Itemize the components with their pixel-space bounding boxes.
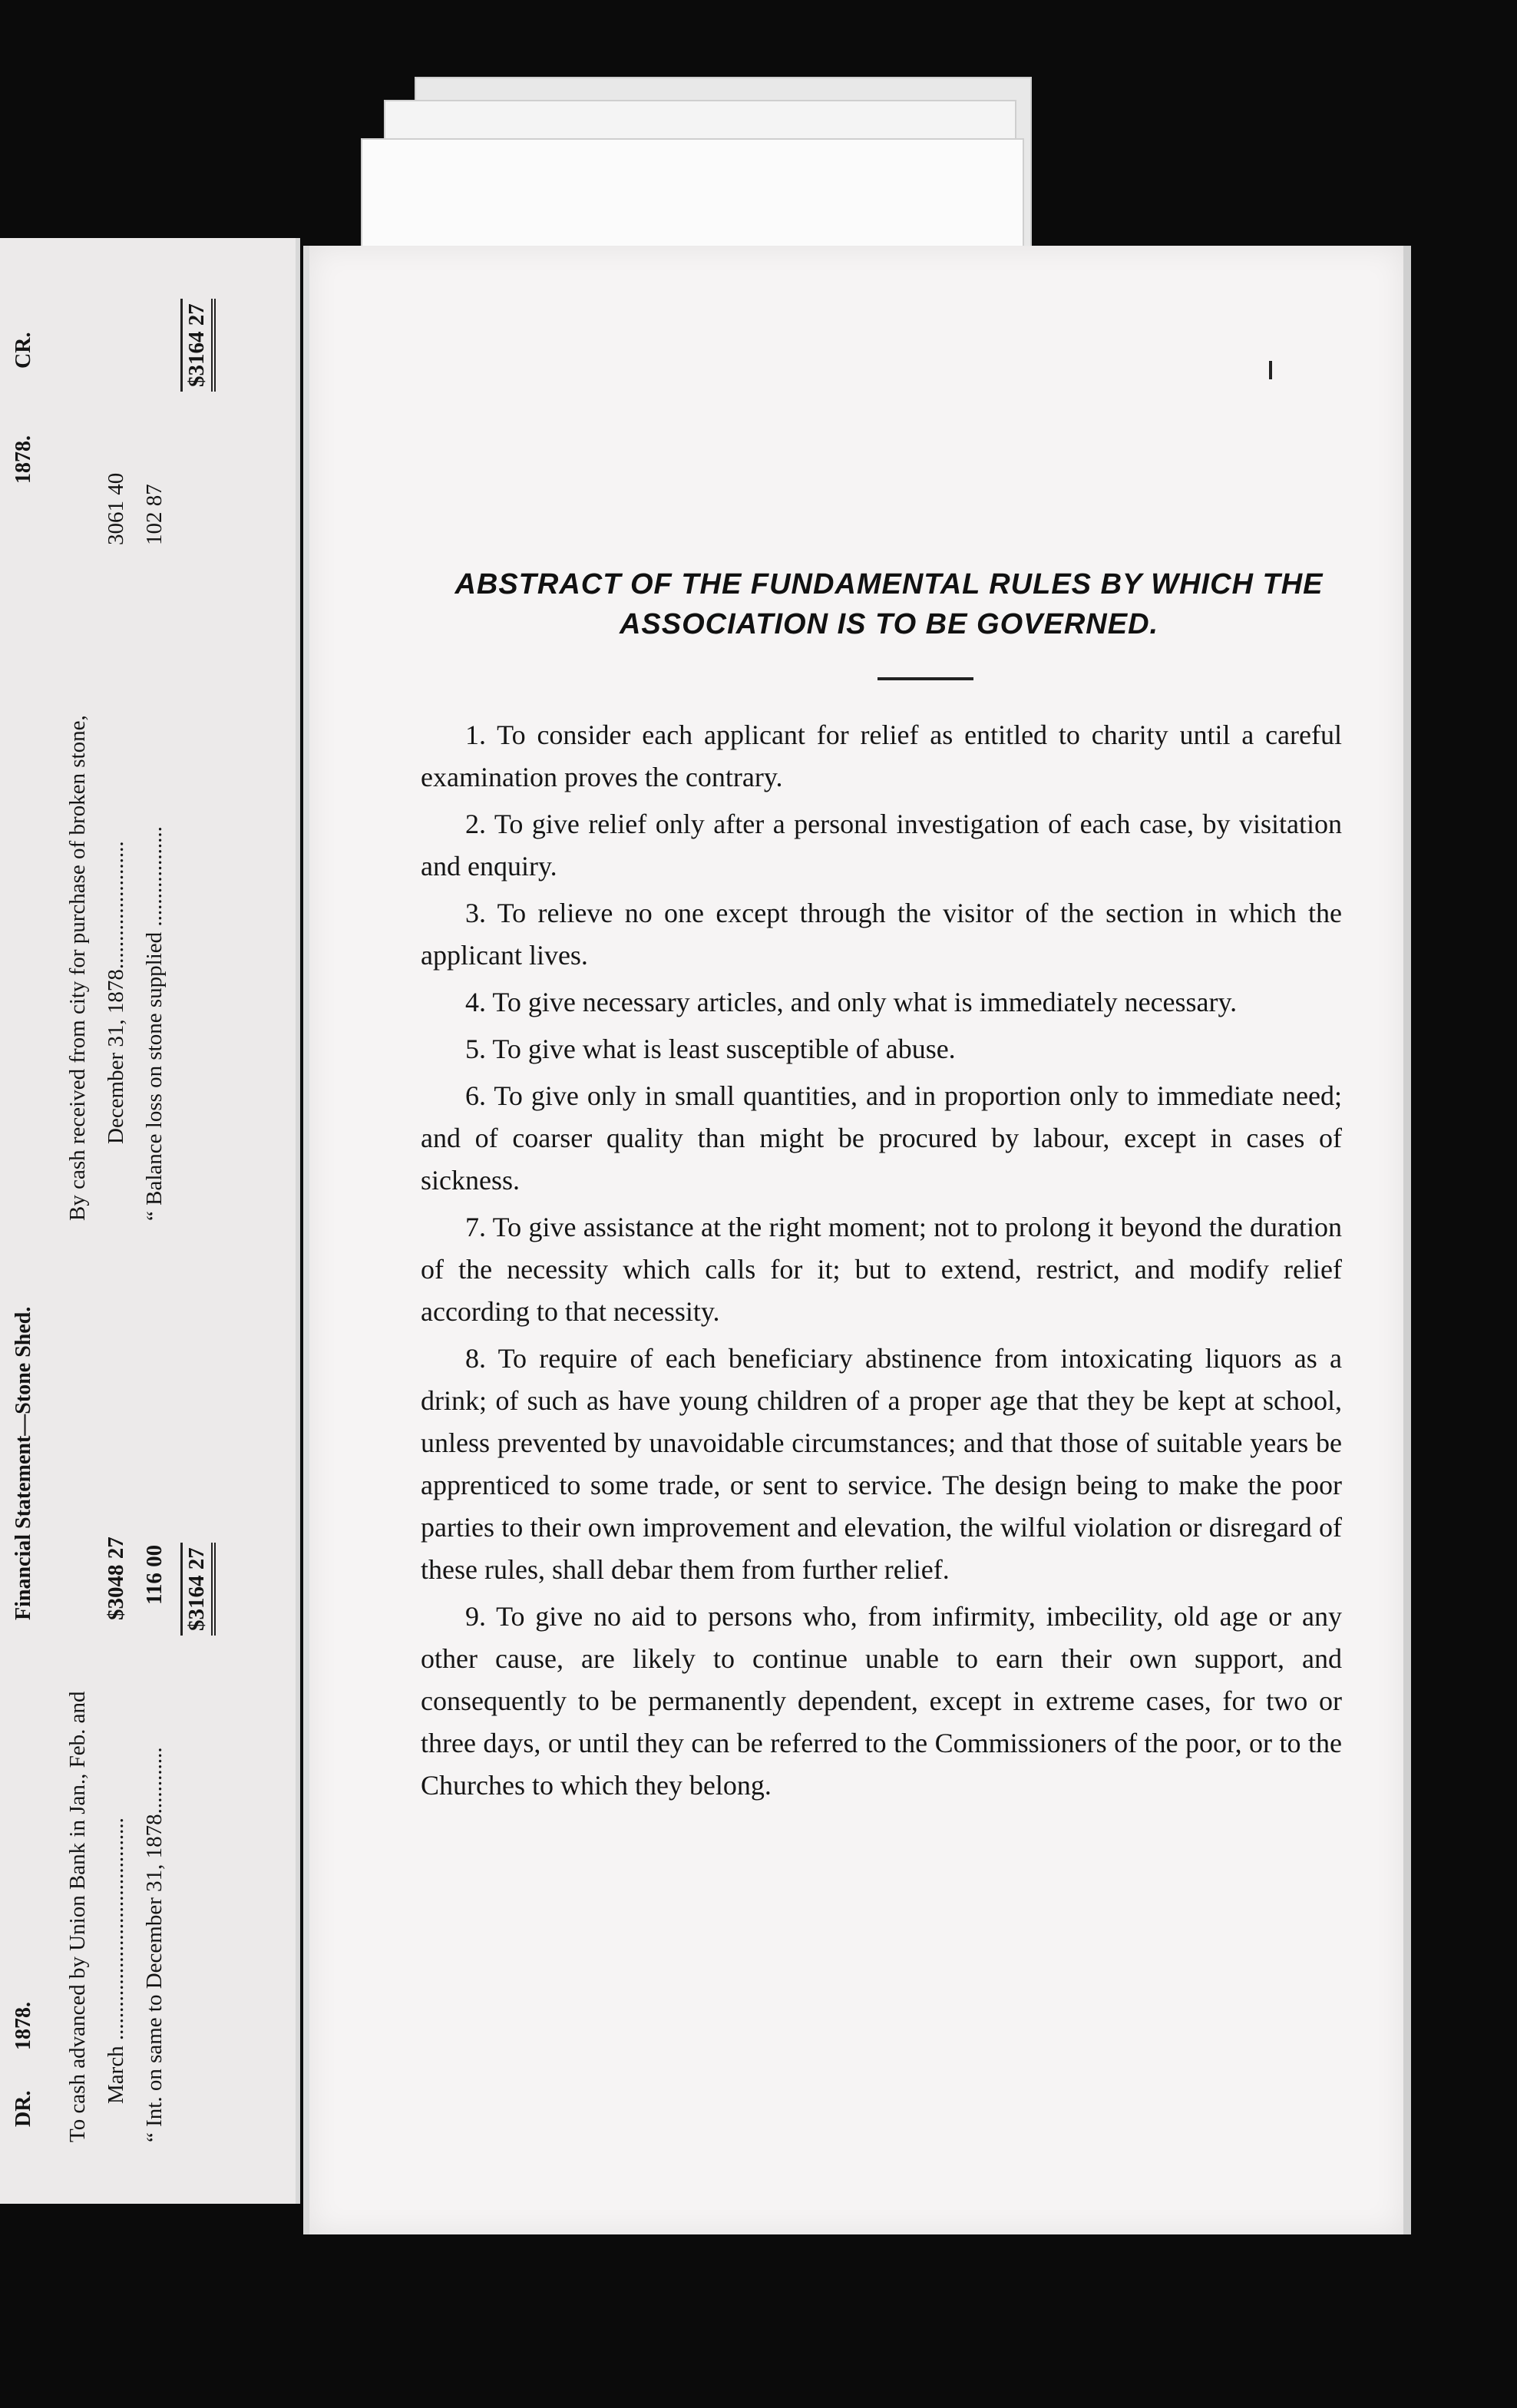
statement-header	[4, 284, 50, 2158]
right-page	[303, 246, 1411, 2234]
credit-line	[104, 472, 129, 1144]
cr-label: CR.	[12, 332, 35, 369]
credit-text: December 31, 1878.......................	[104, 841, 128, 1144]
rule-item: 7. To give assistance at the right moment; not to prolong it beyond the duration of the necessity which calls for it; but to extend, restrict, and modify relief according to that necessity.	[421, 1212, 1342, 1327]
heading-line-1: ABSTRACT OF THE FUNDAMENTAL RULES BY WHICH THE	[454, 568, 1324, 600]
rules-list	[421, 714, 1342, 1811]
debit-text: “ Int. on same to December 31, 1878............	[142, 1747, 167, 2142]
credit-amount: 102 87	[142, 484, 167, 545]
page-tabs	[361, 54, 1036, 276]
left-page	[0, 238, 300, 2204]
rule-item: 4. To give necessary articles, and only what is immediately necessary.	[465, 987, 1238, 1017]
credit-total: $3164 27	[180, 299, 216, 392]
credit-line	[142, 484, 167, 1221]
rule-item: 1. To consider each applicant for relief as entitled to charity until a careful examination proves the contrary.	[421, 719, 1342, 792]
page-heading	[425, 564, 1353, 644]
debit-line	[104, 1536, 129, 2142]
rule-item: 9. To give no aid to persons who, from infirmity, imbecility, old age or any other cause, are likely to continue unable to earn their own support, and consequently to be permanently dependent, except in extreme cases, for two or three days, or until they can be referred to the Commissioners of the poor, or to the Churches to which they belong.	[421, 1601, 1342, 1801]
rule-item: 8. To require of each beneficiary abstinence from intoxicating liquors as a drink; of such as have young children of a proper age that they be kept at school, unless prevented by unavoidable circumstances; and that those of suitable years be apprenticed to some trade, or sent to service. The design being to make the poor parties to their own improvement and elevation, the wilful violation or disregard of these rules, shall debar them from further relief.	[421, 1343, 1342, 1585]
debit-amount: 116 00	[142, 1544, 167, 1605]
heading-rule	[877, 677, 973, 680]
debit-amount: $3048 27	[104, 1536, 128, 1620]
heading-line-2: ASSOCIATION IS TO BE GOVERNED.	[619, 608, 1159, 640]
debit-text: March ........................................	[104, 1818, 128, 2104]
credit-text: By cash received from city for purchase of broken stone,	[65, 715, 90, 1221]
credit-line	[65, 715, 91, 1221]
ink-mark	[1269, 361, 1272, 379]
debit-text: To cash advanced by Union Bank in Jan., Feb. and	[65, 1691, 90, 2142]
year-right-label: 1878.	[12, 435, 35, 484]
rule-item: 3. To relieve no one except through the visitor of the section in which the applicant lives.	[421, 898, 1342, 971]
debit-total: $3164 27	[180, 1543, 216, 1636]
rule-item: 6. To give only in small quantities, and in proportion only to immediate need; and of coarser quality than might be procured by labour, except in cases of sickness.	[421, 1080, 1342, 1196]
rule-item: 2. To give relief only after a personal investigation of each case, by visitation and enquiry.	[421, 809, 1342, 882]
dr-label: DR.	[12, 2090, 35, 2127]
debit-line	[65, 1691, 91, 2142]
rule-item: 5. To give what is least susceptible of abuse.	[465, 1034, 956, 1064]
credit-text: “ Balance loss on stone supplied ..................	[142, 826, 167, 1221]
statement-title: Financial Statement—Stone Shed.	[12, 1306, 35, 1620]
debit-line	[142, 1544, 167, 2142]
financial-statement	[4, 284, 288, 2158]
credit-amount: 3061 40	[104, 472, 128, 545]
year-label: 1878.	[12, 2002, 35, 2050]
